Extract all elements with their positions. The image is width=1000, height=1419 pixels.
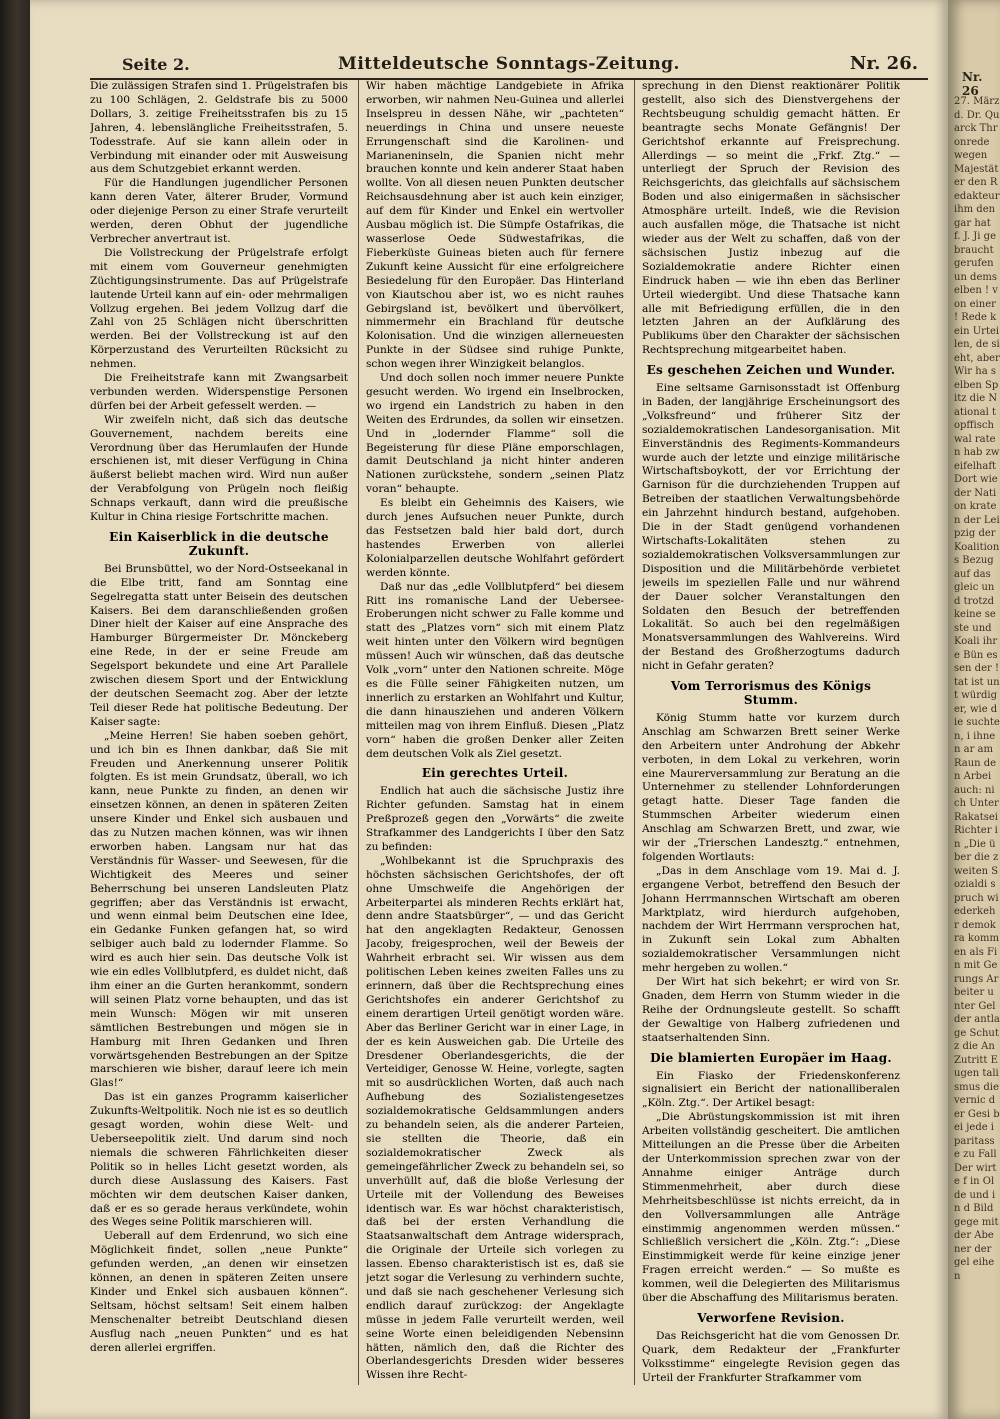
paragraph: „Wohlbekannt ist die Spruchpraxis des höchsten sächsischen Gerichtshofes, der oft ohne Umschweife die Angehörigen der Arbeiterpartei als minderen Rechts erklärt hat, denn andre Staatsbürger“, — und das Gericht hat den angeklagten Redakteur, Genossen Jacoby, freigesprochen, weil der Beweis der Wahrheit erbracht sei. Wir wissen aus dem politischen Leben keines zweiten Falles uns zu erinnern, daß über die Rechtsprechung eines Gerichtshofes ein anderer Gerichtshof zu einem derartigen Urteil genötigt worden wäre. Aber das Berliner Gericht war in einer Lage, in der es kein Ausweichen gab. Die Urteile des Dresdener Oberlandesgerichts, die der Verteidiger, Genosse W. Heine, vorlegte, sagten mit so ausdrücklichen Worten, daß auch nach Aufhebung des Sozialistengesetzes sozialdemokratische Geldsammlungen anders zu behandeln seien, als die anderer Parteien, sie stellten die Theorie, daß ein sozialdemokratischer Zweck als gemeingefährlicher Zweck zu behandeln sei, so unverhüllt auf, daß die bloße Verlesung der Urteile mit der Vollendung des Beweises identisch war. Es war höchst charakteristisch, daß bei der ersten Verhandlung die Staatsanwaltschaft dem Antrage widersprach, die Originale der Urteile sich vorlegen zu lassen. Ebenso charakteristisch ist es, daß sie jetzt sogar die Verlesung zu verhindern suchte, und daß sie nach geschehener Verlesung sich endlich darauf zurückzog: der Angeklagte müsse in jedem Falle verurteilt werden, weil seine Worte einen beleidigenden Nebensinn hätten, nämlich den, daß die Richter des Oberlandesgerichts Dresden wider besseres Wissen ihre Recht- — [366, 854, 624, 1382]
article-headline: Verworfene Revision. — [697, 1310, 845, 1325]
paragraph: Das Reichsgericht hat die vom Genossen Dr. Quark, dem Redakteur der „Frankfurter Volksstimme“ eingelegte Revision gegen das Urteil der Frankfurter Strafkammer vom — [642, 1329, 900, 1384]
paragraph: „Das in dem Anschlage vom 19. Mai d. J. ergangene Verbot, betreffend den Besuch der Johann Herrmannschen Wirtschaft am oberen Marktplatz, wird hierdurch aufgehoben, nachdem der Wirt Herrmann versprochen hat, in Zukunft sein Lokal zum Abhalten sozialdemokratischer Versammlungen nicht mehr hergeben zu wollen.“ — [642, 864, 900, 975]
paragraph: Die Freiheitstrafe kann mit Zwangsarbeit verbunden werden. Widerspenstige Personen dürfen bei der Arbeit gefesselt werden. — — [90, 372, 348, 412]
article-headline: Ein Kaiserblick in die deutsche Zukunft. — [109, 530, 329, 558]
paragraph: Der Wirt hat sich bekehrt; er wird von Sr. Gnaden, dem Herrn von Stumm wieder in die Reihe der Ordnungsleute gestellt. So schafft der Gewaltige von Halberg zufriedenen und staatserhaltenden Sinn. — [642, 976, 900, 1044]
paragraph: „Die Abrüstungskommission ist mit ihren Arbeiten vollständig gescheitert. Die amtlichen Mitteilungen an die Presse über die Arbeiten der Unterkommission sprechen zwar von der Annahme einiger Anträge durch Stimmenmehrheit, aber durch diese Mehrheitsbeschlüsse ist nichts erreicht, da in den Vollversammlungen alle Anträge einstimmig angenommen werden müssen.“ Schließlich versichert die „Köln. Ztg.“: „Diese Einstimmigkeit werde für keine einzige jener Fragen erreicht werden.“ — So mußte es kommen, weil die Delegierten des Militarismus über die Abschaffung des Militarismus beraten. — [642, 1111, 900, 1305]
paragraph: sprechung in den Dienst reaktionärer Politik gestellt, also sich des Dienstvergehens der Rechtsbeugung schuldig gemacht hätten. Er beantragte sechs Monate Gefängnis! Der Gerichtshof erkannte auf Freisprechung. Allerdings — so meint die „Frkf. Ztg.“ — unterliegt der Spruch der Revision des Reichsgerichts, das gleichfalls auf sächsischem Boden und also einigermaßen in sächsischer Atmosphäre urteilt. Indeß, wie die Revision auch ausfallen möge, die Thatsache ist nicht wieder aus der Welt zu schaffen, daß von der sächsischen Justiz inbezug auf die Sozialdemokratie andere Richter einen Eindruck haben — wie ihn eben das Berliner Urteil wiedergibt. Und diese Thatsache kann alle mit Befriedigung erfüllen, die in den letzten Jahren an der Aufklärung des Publikums über den Charakter der sächsischen Rechtsprechung mitgearbeitet haben. — [642, 80, 900, 357]
paragraph: „Meine Herren! Sie haben soeben gehört, und ich bin es Ihnen dankbar, daß Sie mit Freuden und Anerkennung unserer Politik folgten. Es ist mein Grundsatz, überall, wo ich kann, neue Punkte zu finden, an denen wir einsetzen können, an denen in späteren Zeiten unsere Kinder und Enkel sich ausbauen und das zu Nutzen machen können, was wir ihnen erworben haben. Langsam nur hat das Verständnis für Wasser- und Seewesen, für die Wichtigkeit des Meeres und seiner Beherrschung bei unseren Landsleuten Platz gegriffen; aber das Verständnis ist erwacht, und wenn einmal beim Deutschen eine Idee, ein Gedanke Funken gefangen hat, so wird selbiger auch bald zu lodernder Flamme. So wird es auch hier sein. Das deutsche Volk ist wie ein edles Vollblutpferd, es duldet nicht, daß ihm einer an die Gurten herankommt, sondern will seinen Platz vorne behaupten, und das ist mein Wunsch: Mögen wir mit unseren sämtlichen Bestrebungen und mögen sie in Hamburg mit Ihren Gedanken und Ihren vorwärtsgehenden Bestrebungen an der Spitze marschieren wie bisher, darauf leere ich mein Glas!“ — [90, 729, 348, 1090]
adjacent-page-text: 27. März d. Dr. Quarck Thronrede wegen Majestät er den Redakteur ihm den gar hat f. J. Ji gebraucht gerufen un demselben ! von einer ! Rede kein Urteilen, de sieht, aber Wir ha selben Spitz die National topffischwal raten hab zweifelhaft Dort wie der Nation kraten der Leipzig der Koalitions Bezug auf das gleic und trotzd keine seste und Koali ihre Bün essen der ! tat ist unt würdiger, wie die suchten, i ihnen ar am Raun den Arbei auch: nich Unter Rakatsei Richter in „Die über die zweiten Sozialdi spruch wiederkehr demokra kommen als Fin mit Ge rungs Arbeiter unter Gelder antlage Schutz die An Zutritt Eugen talismus die vernic der Gesi bei jede iparitasse zu Fall Der wirte f in Olde und in d Bild gege mit der Abener der gel eihen — [954, 96, 1000, 1282]
paragraph: Es bleibt ein Geheimnis des Kaisers, wie durch jenes Aufsuchen neuer Punkte, durch das Festsetzen bald hier bald dort, durch hastendes Erwerben von allerlei Kolonialparzellen deutsche Wohlfahrt gefördert werden könnte. — [366, 497, 624, 579]
paragraph: Und doch sollen noch immer neuere Punkte gesucht werden. Wo irgend ein Inselbrocken, wo irgend ein Landstrich zu haben in den Weiten des Erdrundes, da sollen wir einsetzen. Und in „lodernder Flamme“ soll die Begeisterung für diese Pläne emporschlagen, damit Deutschland ja nicht hinter anderen Nationen zurückstehe, sondern „seinen Platz voran“ behaupte. — [366, 372, 624, 496]
article-headline: Ein gerechtes Urteil. — [421, 766, 569, 781]
column-1 — [90, 80, 348, 1385]
paragraph: Die Vollstreckung der Prügelstrafe erfolgt mit einem vom Gouverneur genehmigten Züchtigungsinstrumente. Das auf Prügelstrafe lautende Urteil kann auf ein- oder mehrmaligen Vollzug ergehen. Bei jedem Vollzug darf die Zahl von 25 Schlägen nicht überschritten werden. Bei der Vollstreckung ist auf den Körperzustand des Verurteilten Rücksicht zu nehmen. — [90, 246, 348, 371]
article-headline: Vom Terrorismus des Königs Stumm. — [670, 679, 872, 707]
paragraph: Das ist ein ganzes Programm kaiserlicher Zukunfts-Weltpolitik. Noch nie ist es so deutlich gesagt worden, wohin diese Welt- und Ueberseepolitik zielt. Und darum sind noch niemals die schweren Fährlichkeiten dieser Politik so in helles Licht gesetzt worden, als durch diese Auslassung des Kaisers. Fast möchten wir dem deutschen Kaiser danken, daß er es so gerade heraus verkündete, wohin des Weges seine Politik marschieren will. — [90, 1091, 348, 1229]
paragraph: Wir haben mächtige Landgebiete in Afrika erworben, wir nahmen Neu-Guinea und allerlei Inselspreu in dessen Nähe, wir „pachteten“ neuerdings in China und unsere neueste Errungenschaft sind die Karolinen- und Marianeninseln, die Spanien nicht mehr brauchen konnte und kein anderer Staat haben wollte. Von all diesen neuen Punkten deutscher Reichsausdehnung aber ist auch kein einziger, auf dem für Kinder und Enkel ein wertvoller Ausbau möglich ist. Die Sümpfe Ostafrikas, die wasserlose Oede Südwestafrikas, die Fieberküste Guineas bieten auch für fernere Zukunft keine Aussicht für eine erfolgreichere Besiedelung für den Europäer. Das Hinterland von Kiautschou aber ist, wo es nicht rauhes Gebirgsland ist, bevölkert und übervölkert, nimmermehr ein Brachland für deutsche Kolonisation. Und die winzigen allerneuesten Punkte in der Südsee sind ruhige Punkte, schon wegen ihrer Winzigkeit belanglos. — [366, 80, 624, 371]
paragraph: Bei Brunsbüttel, wo der Nord-Ostseekanal in die Elbe tritt, fand am Sonntag eine Segelregatta statt unter Beisein des deutschen Kaisers. Bei dem daranschließenden großen Diner hielt der Kaiser auf eine Ansprache des Hamburger Bürgermeister Dr. Mönckeberg eine Rede, in der er seine Freude am Segelsport bekundete und eine Art Parallele zwischen diesem Sport und der Entwicklung der deutschen Seemacht zog. Aber der letzte Teil dieser Rede hat politische Bedeutung. Der Kaiser sagte: — [90, 562, 348, 728]
paragraph: Wir zweifeln nicht, daß sich das deutsche Gouvernement, nachdem bereits eine Verordnung über das Herumlaufen der Hunde erschienen ist, mit dieser Verfügung in China äußerst beliebt machen wird. Wird nun außer der Verabfolgung von Prügeln noch fleißig Schnaps verkauft, dann wird die preußische Kultur in China riesige Fortschritte machen. — [90, 413, 348, 524]
book-spine — [0, 0, 30, 1419]
newspaper-title: Mitteldeutsche Sonntags-Zeitung. — [338, 54, 680, 74]
page-header — [90, 40, 928, 80]
column-divider — [358, 80, 359, 1385]
column-divider — [634, 80, 635, 1385]
paragraph: Eine seltsame Garnisonsstadt ist Offenburg in Baden, der langjährige Erscheinungsort des „Volksfreund“ und früherer Sitz der sozialdemokratischen Landesorganisation. Mit Einverständnis des Regiments-Kommandeurs wurde auch der letzte und einzige militärische Wirtschaftsboykott, der vor Errichtung der Garnison für die durchziehenden Truppen auf Betreiben der staatlichen Verwaltungsbehörde ein Jahrzehnt hindurch bestand, aufgehoben. Die in der Stadt genügend vorhandenen Wirtschafts-Lokalitäten stehen zu sozialdemokratischen Volksversammlungen zur Disposition und die Militärbehörde verbietet jeweils im speziellen Falle und nur während der Dauer solcher Veranstaltungen den Soldaten den Besuch der betreffenden Lokalität. So auch bei den regelmäßigen Monatsversammlungen des Wahlvereins. Wird der Bestand des Großherzogtums dadurch nicht in Gefahr geraten? — [642, 382, 900, 673]
article-columns — [90, 80, 900, 1390]
paragraph: König Stumm hatte vor kurzem durch Anschlag am Schwarzen Brett seiner Werke den Arbeitern unter Androhung der Abkehr verboten, in dem Lokal zu verkehren, worin eine Maurerversammlung zur Beratung an die Unternehmer zu stellender Lohnforderungen getagt hatte. Dieser Tage fanden die Stummschen Arbeiter wiederum einen Anschlag am Schwarzen Brett, und zwar, wie wir der „Trierschen Landesztg.“ entnehmen, folgenden Wortlauts: — [642, 711, 900, 863]
issue-number: Nr. 26. — [849, 53, 918, 74]
paragraph: Endlich hat auch die sächsische Justiz ihre Richter gefunden. Samstag hat in einem Preßprozeß gegen den „Vorwärts“ die zweite Strafkammer des Landgerichts I über den Satz zu befinden: — [366, 785, 624, 853]
adjacent-page-issue: Nr. 26 — [962, 70, 983, 98]
column-3 — [642, 80, 900, 1385]
paragraph: Ein Fiasko der Friedenskonferenz signalisiert ein Bericht der nationalliberalen „Köln. Ztg.“. Der Artikel besagt: — [642, 1069, 900, 1110]
paragraph: Ueberall auf dem Erdenrund, wo sich eine Möglichkeit findet, sollen „neue Punkte“ gefunden werden, „an denen wir einsetzen können, an denen in späteren Zeiten unsere Kinder und Enkel sich ausbauen können“. Seltsam, höchst seltsam! Seit einem halben Menschenalter betreibt Deutschland diesen Ausflug nach „neuen Punkten“ und es hat deren allerlei ergriffen. — [90, 1230, 348, 1354]
column-2 — [366, 80, 624, 1385]
page-number: Seite 2. — [122, 55, 190, 74]
article-headline: Die blamierten Europäer im Haag. — [650, 1050, 892, 1065]
paragraph: Für die Handlungen jugendlicher Personen kann deren Vater, älterer Bruder, Vormund oder diejenige Person zu einer Strafe verurteilt werden, deren Obhut der jugendliche Verbrecher anvertraut ist. — [90, 177, 348, 245]
paragraph: Daß nur das „edle Vollblutpferd“ bei diesem Ritt ins romanische Land der Ueberseе-Eroberungen nicht schwer zu Falle komme und statt des „Platzes vorn“ sich mit einem Platz weit hinten unter den Völkern wird begnügen müssen! Auch wir wünschen, daß das deutsche Volk „vorn“ unter den Nationen schreite. Möge es die Fülle seiner Fähigkeiten nutzen, um innerlich zu erstarken an Wohlfahrt und Kultur, die dann hinausziehen und anderen Völkern mitteilen mag von ihrem Einfluß. Diesen „Platz vorn“ haben die großen Denker aller Zeiten dem deutschen Volk als Ziel gesetzt. — [366, 580, 624, 760]
adjacent-page-edge — [948, 0, 1000, 1419]
paragraph: Die zulässigen Strafen sind 1. Prügelstrafen bis zu 100 Schlägen, 2. Geldstrafe bis zu 5000 Dollars, 3. zeitige Freiheitsstrafen bis zu 15 Jahren, 4. lebenslängliche Freiheitsstrafen, 5. Todesstrafe. Auf sie kann allein oder in Verbindung mit einander oder mit Ausweisung aus dem Schutzgebiet erkannt werden. — [90, 80, 348, 176]
article-headline: Es geschehen Zeichen und Wunder. — [646, 363, 896, 378]
